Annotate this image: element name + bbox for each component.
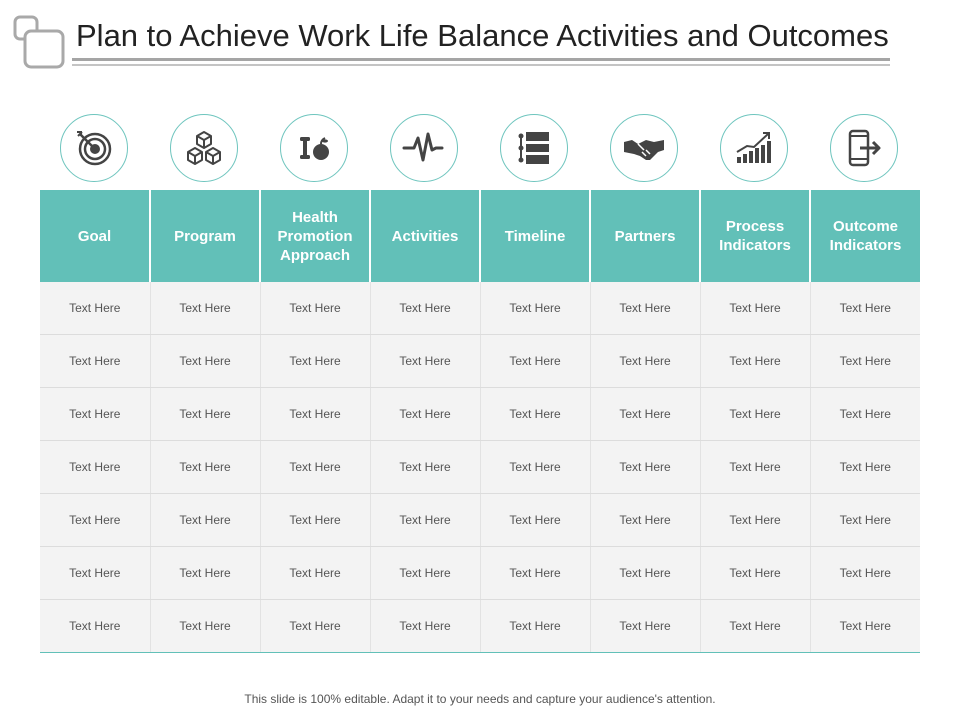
header-process-indicators: Process Indicators: [700, 190, 810, 282]
table-row: [40, 600, 920, 653]
table-cell: Text Here: [150, 441, 260, 494]
cubes-icon: [182, 126, 226, 170]
target-icon: [72, 126, 116, 170]
table-cell: Text Here: [700, 494, 810, 547]
header-goal: Goal: [40, 190, 150, 282]
table-row: [40, 335, 920, 388]
plan-table: [40, 190, 920, 653]
dumbbell-apple-icon: [292, 126, 336, 170]
mobile-exit-icon: [842, 126, 886, 170]
table-body: [40, 282, 920, 653]
table-cell: Text Here: [810, 547, 920, 600]
table-row: [40, 441, 920, 494]
icon-cell-outcome: [810, 114, 920, 186]
table-cell: Text Here: [260, 494, 370, 547]
header-health-promotion-approach: Health Promotion Approach: [260, 190, 370, 282]
table-cell: Text Here: [590, 600, 700, 653]
table-cell: Text Here: [810, 388, 920, 441]
table-cell: Text Here: [40, 600, 150, 653]
table-cell: Text Here: [370, 494, 480, 547]
table-cell: Text Here: [700, 282, 810, 335]
header-timeline: Timeline: [480, 190, 590, 282]
table-cell: Text Here: [260, 547, 370, 600]
table-cell: Text Here: [590, 494, 700, 547]
table-cell: Text Here: [370, 282, 480, 335]
icon-cell-health: [260, 114, 370, 186]
table-cell: Text Here: [810, 600, 920, 653]
table-cell: Text Here: [370, 547, 480, 600]
icon-cell-program: [150, 114, 260, 186]
table-cell: Text Here: [480, 282, 590, 335]
header-outcome-indicators: Outcome Indicators: [810, 190, 920, 282]
logo-squares-icon: [12, 14, 68, 70]
slide-title: Plan to Achieve Work Life Balance Activities and Outcomes: [76, 18, 889, 53]
icon-cell-activities: [370, 114, 480, 186]
table-cell: Text Here: [480, 441, 590, 494]
table-cell: Text Here: [150, 282, 260, 335]
table-row: [40, 388, 920, 441]
table-header-row: [40, 190, 920, 282]
table-cell: Text Here: [260, 335, 370, 388]
table-cell: Text Here: [700, 441, 810, 494]
icon-cell-timeline: [480, 114, 590, 186]
icon-cell-goal: [40, 114, 150, 186]
table-row: [40, 282, 920, 335]
table-cell: Text Here: [480, 547, 590, 600]
table-cell: Text Here: [150, 335, 260, 388]
table-cell: Text Here: [810, 441, 920, 494]
table-row: [40, 494, 920, 547]
table-cell: Text Here: [370, 388, 480, 441]
table-cell: Text Here: [260, 282, 370, 335]
table-cell: Text Here: [480, 335, 590, 388]
table-cell: Text Here: [480, 494, 590, 547]
table-cell: Text Here: [370, 441, 480, 494]
table-cell: Text Here: [260, 441, 370, 494]
table-cell: Text Here: [40, 388, 150, 441]
table-cell: Text Here: [480, 600, 590, 653]
table-cell: Text Here: [700, 388, 810, 441]
table-cell: Text Here: [150, 600, 260, 653]
footer-note: This slide is 100% editable. Adapt it to your needs and capture your audience's attention.: [244, 692, 716, 706]
table-cell: Text Here: [590, 441, 700, 494]
table-row: [40, 547, 920, 600]
header-program: Program: [150, 190, 260, 282]
table-cell: Text Here: [480, 388, 590, 441]
growth-chart-icon: [732, 126, 776, 170]
table-cell: Text Here: [700, 547, 810, 600]
icon-cell-partners: [590, 114, 700, 186]
table-cell: Text Here: [40, 335, 150, 388]
table-cell: Text Here: [150, 547, 260, 600]
title-underline: [72, 58, 890, 67]
table-cell: Text Here: [810, 282, 920, 335]
timeline-icon: [512, 126, 556, 170]
icon-cell-process: [700, 114, 810, 186]
table-cell: Text Here: [590, 335, 700, 388]
table-cell: Text Here: [260, 600, 370, 653]
table-cell: Text Here: [40, 547, 150, 600]
icon-row: [40, 114, 920, 186]
table-cell: Text Here: [700, 600, 810, 653]
table-cell: Text Here: [40, 494, 150, 547]
table-cell: Text Here: [370, 600, 480, 653]
table-cell: Text Here: [810, 335, 920, 388]
table-cell: Text Here: [700, 335, 810, 388]
table-cell: Text Here: [370, 335, 480, 388]
table-cell: Text Here: [590, 388, 700, 441]
table-cell: Text Here: [150, 388, 260, 441]
table-cell: Text Here: [590, 547, 700, 600]
table-cell: Text Here: [40, 441, 150, 494]
table-cell: Text Here: [260, 388, 370, 441]
table-cell: Text Here: [810, 494, 920, 547]
table-cell: Text Here: [40, 282, 150, 335]
heartbeat-icon: [402, 126, 446, 170]
table-cell: Text Here: [590, 282, 700, 335]
header-activities: Activities: [370, 190, 480, 282]
table-cell: Text Here: [150, 494, 260, 547]
header-partners: Partners: [590, 190, 700, 282]
handshake-icon: [622, 126, 666, 170]
